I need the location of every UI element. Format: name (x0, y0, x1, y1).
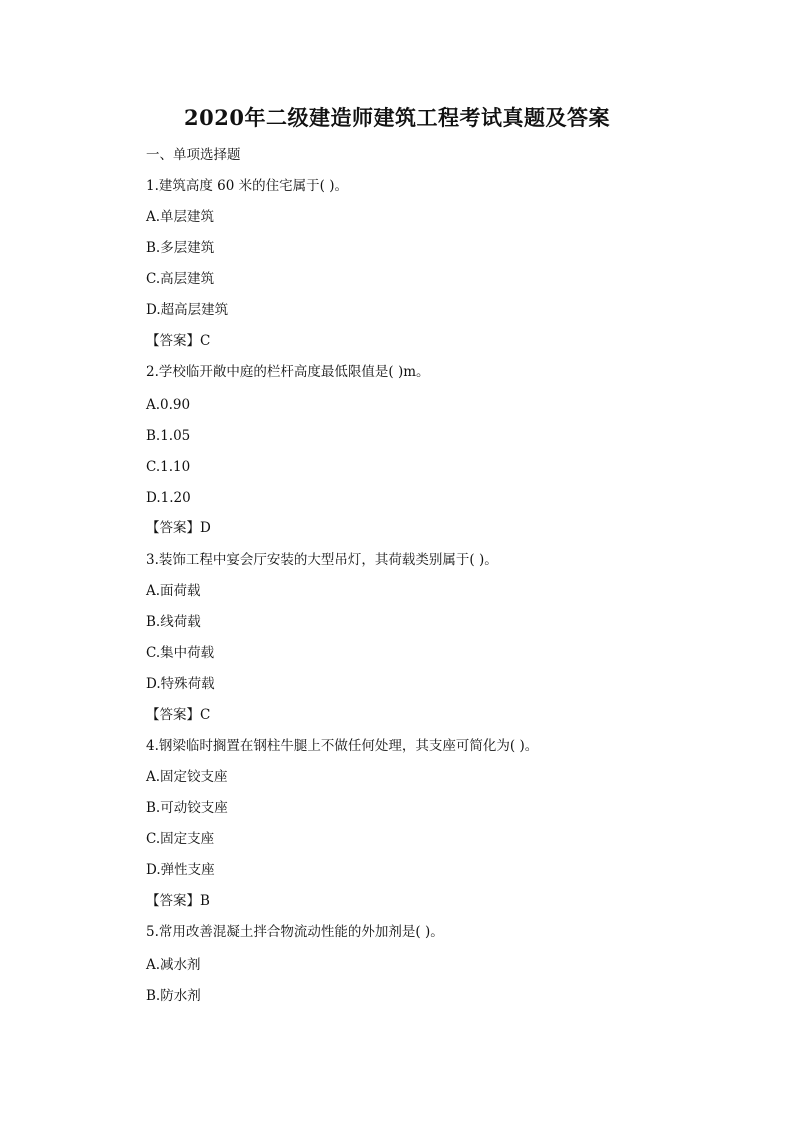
question-stem: 4.钢梁临时搁置在钢柱牛腿上不做任何处理，其支座可简化为( )。 (146, 738, 539, 754)
answer-option: D.1.20 (146, 490, 191, 506)
answer-option: A.面荷载 (146, 583, 201, 599)
answer-option: B.1.05 (146, 428, 191, 444)
answer-option: C.1.10 (146, 459, 191, 475)
answer-option: D.超高层建筑 (146, 302, 229, 318)
answer-option: B.可动铰支座 (146, 800, 228, 816)
answer-key: 【答案】D (146, 520, 211, 536)
answer-option: C.固定支座 (146, 831, 215, 847)
answer-option: A.单层建筑 (146, 209, 215, 225)
answer-option: B.线荷载 (146, 614, 201, 630)
question-stem: 1.建筑高度 60 米的住宅属于( )。 (146, 178, 348, 194)
answer-option: B.防水剂 (146, 988, 201, 1004)
answer-option: C.集中荷载 (146, 645, 215, 661)
answer-key: 【答案】B (146, 893, 210, 909)
answer-option: A.固定铰支座 (146, 769, 228, 785)
question-stem: 5.常用改善混凝土拌合物流动性能的外加剂是( )。 (146, 924, 444, 940)
answer-option: D.特殊荷载 (146, 676, 215, 692)
answer-option: A.减水剂 (146, 957, 201, 973)
answer-option: A.0.90 (146, 397, 191, 413)
answer-key: 【答案】C (146, 333, 211, 349)
answer-option: C.高层建筑 (146, 271, 215, 287)
page-title: 2020年二级建造师建筑工程考试真题及答案 (184, 105, 610, 130)
answer-key: 【答案】C (146, 707, 211, 723)
answer-option: D.弹性支座 (146, 862, 215, 878)
question-stem: 2.学校临开敞中庭的栏杆高度最低限值是( )m。 (146, 364, 430, 380)
question-stem: 3.装饰工程中宴会厅安装的大型吊灯，其荷载类别属于( )。 (146, 552, 498, 568)
answer-option: B.多层建筑 (146, 240, 215, 256)
section-heading: 一、单项选择题 (146, 147, 241, 163)
